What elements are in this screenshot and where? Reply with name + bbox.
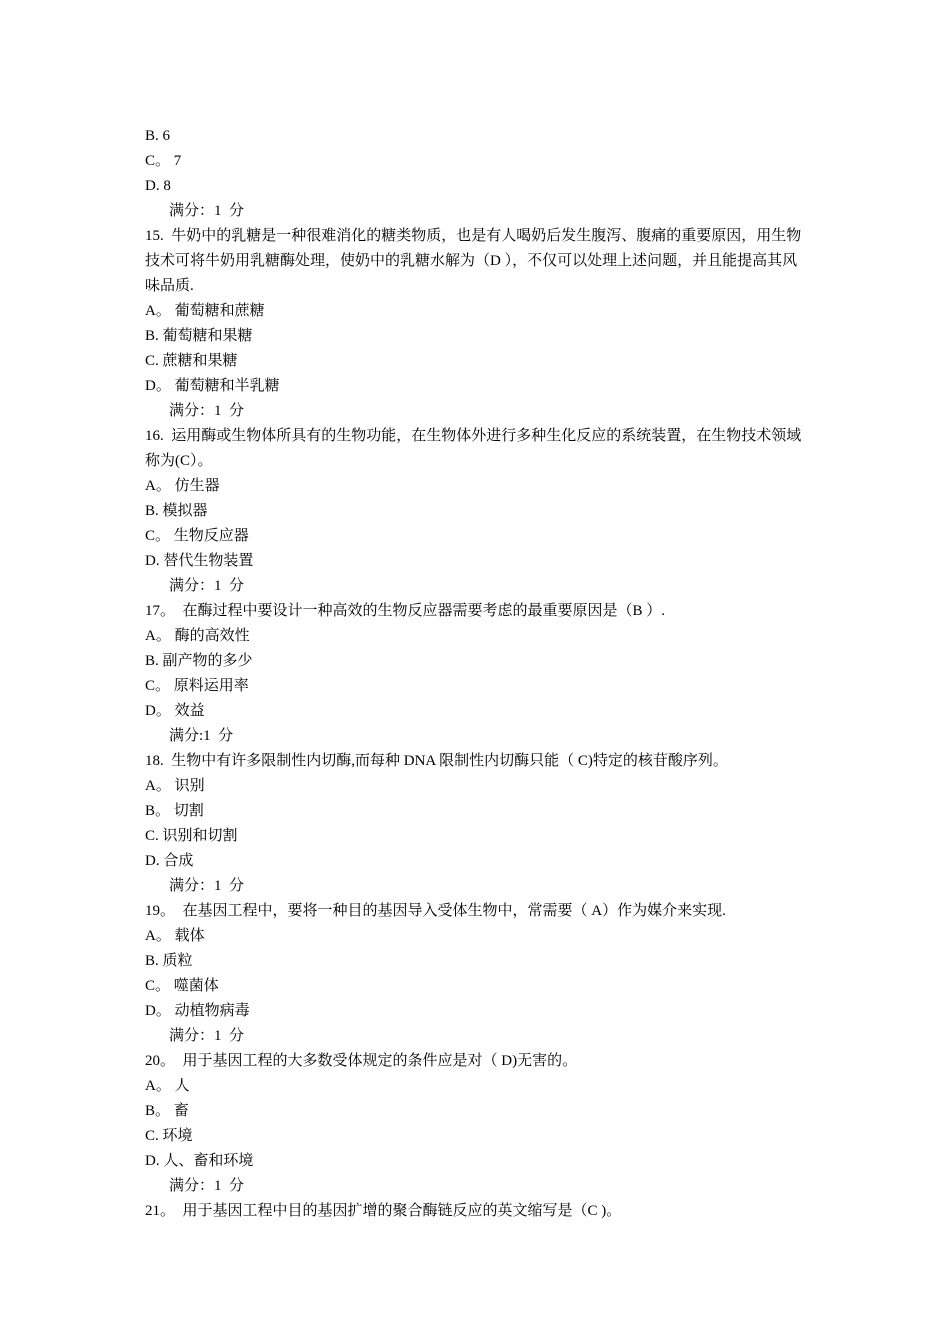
question-18: 18. 生物中有许多限制性内切酶,而每种 DNA 限制性内切酶只能（ C)特定的核苷酸序列。 (145, 753, 728, 769)
option-line: B. 副产物的多少 (145, 653, 253, 669)
question-15: 15. 牛奶中的乳糖是一种很难消化的糖类物质，也是有人喝奶后发生腹泻、腹痛的重要原因，用生物技术可将牛奶用乳糖酶处理，使奶中的乳糖水解为（D ），不仅可以处理上述问题，并且能提高其风味品质. (145, 228, 802, 294)
option-line: C. 蔗糖和果糖 (145, 353, 238, 369)
option-line: B. 6 (145, 128, 171, 144)
option-line: C. 识别和切割 (145, 828, 238, 844)
option-line: D. 8 (145, 178, 171, 194)
option-line: A。 葡萄糖和蔗糖 (145, 303, 265, 319)
option-line: D. 替代生物装置 (145, 553, 254, 569)
score-line: 满分：1 分 (169, 578, 245, 594)
score-line: 满分：1 分 (169, 878, 245, 894)
option-line: C. 环境 (145, 1128, 193, 1144)
option-line: C。 噬菌体 (145, 978, 219, 994)
option-line: C。 原料运用率 (145, 678, 249, 694)
option-line: D。 效益 (145, 703, 205, 719)
option-line: A。 酶的高效性 (145, 628, 250, 644)
option-line: D。 葡萄糖和半乳糖 (145, 378, 280, 394)
option-line: B. 质粒 (145, 953, 193, 969)
option-line: D. 合成 (145, 853, 194, 869)
question-21: 21。 用于基因工程中目的基因扩增的聚合酶链反应的英文缩写是（C )。 (145, 1203, 622, 1219)
option-line: D. 人、畜和环境 (145, 1153, 254, 1169)
question-20: 20。 用于基因工程的大多数受体规定的条件应是对（ D)无害的。 (145, 1053, 578, 1069)
score-line: 满分:1 分 (169, 728, 234, 744)
question-19: 19。 在基因工程中，要将一种目的基因导入受体生物中，常需要（ A）作为媒介来实现. (145, 903, 726, 919)
score-line: 满分：1 分 (169, 403, 245, 419)
option-line: C。 生物反应器 (145, 528, 249, 544)
option-line: B。 畜 (145, 1103, 189, 1119)
option-line: B. 模拟器 (145, 503, 208, 519)
option-line: B. 葡萄糖和果糖 (145, 328, 253, 344)
option-line: B。 切割 (145, 803, 204, 819)
option-line: A。 人 (145, 1078, 190, 1094)
option-line: A。 载体 (145, 928, 205, 944)
option-line: A。 仿生器 (145, 478, 220, 494)
score-line: 满分：1 分 (169, 1178, 245, 1194)
score-line: 满分：1 分 (169, 1028, 245, 1044)
option-line: D。 动植物病毒 (145, 1003, 250, 1019)
question-16: 16. 运用酶或生物体所具有的生物功能，在生物体外进行多种生化反应的系统装置，在生物技术领域称为(C）。 (145, 428, 802, 469)
document-body (145, 124, 810, 1224)
option-line: C。 7 (145, 153, 182, 169)
option-line: A。 识别 (145, 778, 205, 794)
question-17: 17。 在酶过程中要设计一种高效的生物反应器需要考虑的最重要原因是（B ）. (145, 603, 666, 619)
score-line: 满分：1 分 (169, 203, 245, 219)
